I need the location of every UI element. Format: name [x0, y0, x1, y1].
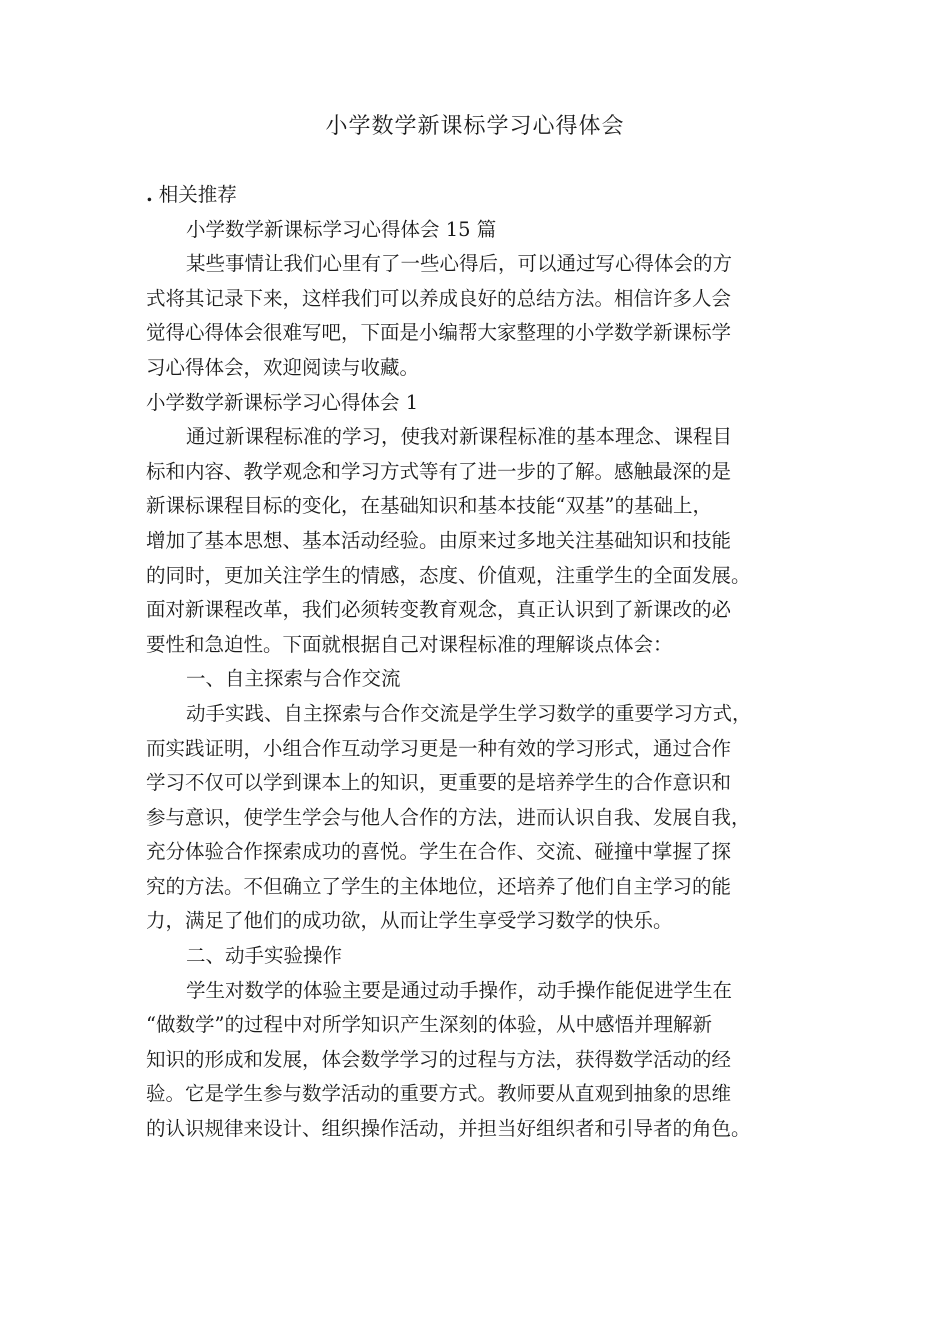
bullet-dot: .	[146, 183, 153, 206]
text-line: 充分体验合作探索成功的喜悦。学生在合作、交流、碰撞中掌握了探	[146, 840, 732, 864]
text-line: 习心得体会，欢迎阅读与收藏。	[146, 355, 420, 379]
paragraph-1	[146, 420, 826, 662]
section-title: 小学数学新课标学习心得体会 1	[146, 390, 419, 414]
text-line: “做数学”的过程中对所学知识产生深刻的体验，从中感悟并理解新	[146, 1013, 712, 1037]
text-line: 而实践证明，小组合作互动学习更是一种有效的学习形式，通过合作	[146, 736, 732, 760]
recommend-label: 相关推荐	[158, 183, 237, 206]
document-body	[146, 178, 826, 1147]
text-line: 验。它是学生参与数学活动的重要方式。教师要从直观到抽象的思维	[146, 1082, 732, 1106]
intro-paragraph	[146, 247, 826, 385]
text-line: 的认识规律来设计、组织操作活动，并担当好组织者和引导者的角色。	[146, 1117, 751, 1141]
text-line: 究的方法。不但确立了学生的主体地位，还培养了他们自主学习的能	[146, 874, 732, 898]
text-line: 面对新课程改革，我们必须转变教育观念，真正认识到了新课改的必	[146, 598, 732, 622]
text-line: 式将其记录下来，这样我们可以养成良好的总结方法。相信许多人会	[146, 286, 732, 310]
subtitle: 小学数学新课标学习心得体会 15 篇	[186, 217, 497, 241]
text-line: 增加了基本思想、基本活动经验。由原来过多地关注基础知识和技能	[146, 528, 732, 552]
text-line: 的同时，更加关注学生的情感，态度、价值观，注重学生的全面发展。	[146, 563, 751, 587]
text-line: 参与意识，使学生学会与他人合作的方法，进而认识自我、发展自我，	[146, 805, 751, 829]
text-line: 标和内容、教学观念和学习方式等有了进一步的了解。感触最深的是	[146, 459, 732, 483]
text-line: 力，满足了他们的成功欲，从而让学生享受学习数学的快乐。	[146, 909, 673, 933]
text-line: 觉得心得体会很难写吧，下面是小编帮大家整理的小学数学新课标学	[146, 321, 732, 345]
text-line: 学生对数学的体验主要是通过动手操作，动手操作能促进学生在	[186, 978, 733, 1002]
text-line: 新课标课程目标的变化，在基础知识和基本技能“双基”的基础上，	[146, 494, 712, 518]
text-line: 某些事情让我们心里有了一些心得后，可以通过写心得体会的方	[186, 252, 733, 276]
paragraph-2	[146, 697, 826, 939]
heading-1: 一、自主探索与合作交流	[186, 667, 401, 691]
text-line: 通过新课程标准的学习，使我对新课程标准的基本理念、课程目	[186, 425, 733, 449]
text-line: 要性和急迫性。下面就根据自己对课程标准的理解谈点体会：	[146, 632, 673, 656]
text-line: 学习不仅可以学到课本上的知识，更重要的是培养学生的合作意识和	[146, 771, 732, 795]
text-line: 动手实践、自主探索与合作交流是学生学习数学的重要学习方式，	[186, 701, 752, 725]
paragraph-3	[146, 974, 826, 1147]
heading-2: 二、动手实验操作	[186, 944, 343, 968]
recommend-line	[146, 178, 826, 213]
document-title: 小学数学新课标学习心得体会	[325, 114, 625, 139]
text-line: 知识的形成和发展，体会数学学习的过程与方法，获得数学活动的经	[146, 1047, 732, 1071]
